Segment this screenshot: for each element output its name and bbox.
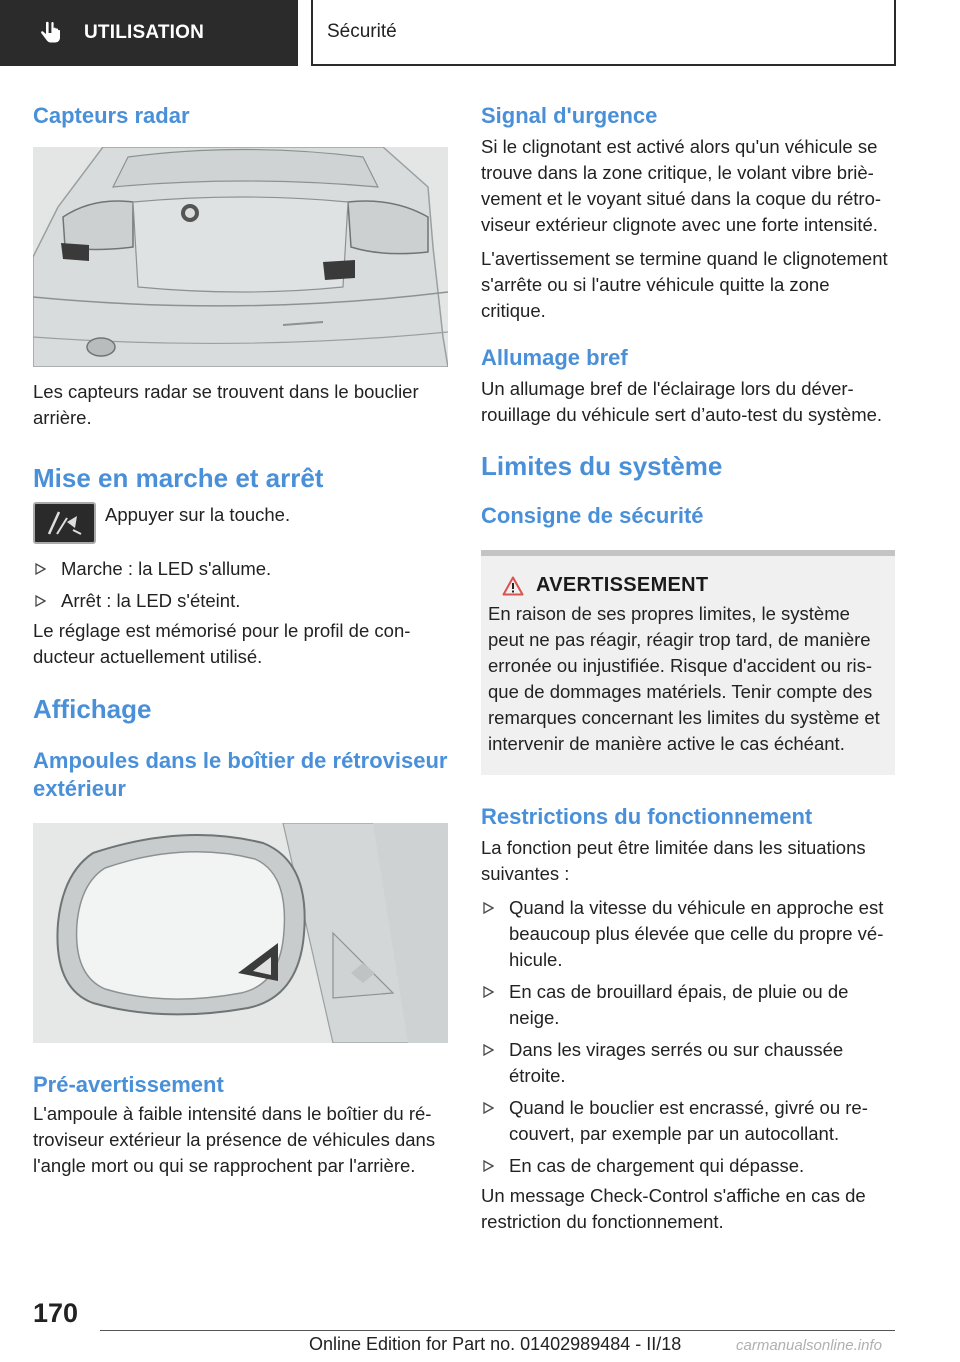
list-item: Quand le bouclier est encrassé, givré ou recouvert, par exemple par un autocollant. xyxy=(481,1095,895,1147)
heading-consigne: Consigne de sécurité xyxy=(481,503,704,528)
text-pre-avertissement: L'ampoule à faible intensité dans le boîtier du rétroviseur extérieur la présence de véhicules dans l'angle mort ou qui se rapprochent par l'arrière. xyxy=(33,1103,436,1176)
text-signal-2: L'avertissement se termine quand le clignotement s'arrête ou si l'autre véhicule quitte la zone critique. xyxy=(481,248,888,321)
heading-affichage: Affichage xyxy=(33,694,152,724)
watermark: carmanualsonline.info xyxy=(736,1337,882,1354)
footer-divider xyxy=(100,1330,895,1331)
list-item: Quand la vitesse du véhicule en approche est beaucoup plus élevée que celle du propre véhicule. xyxy=(481,895,895,973)
triangle-bullet-icon xyxy=(482,1102,494,1114)
section-title: UTILISATION xyxy=(84,22,205,43)
text-signal-1: Si le clignotant est activé alors qu'un véhicule se trouve dans la zone critique, le volant vibre brièvement et le voyant situé dans la coque du rétroviseur extérieur clignote avec une forte intensité. xyxy=(481,136,882,235)
text-allumage: Un allumage bref de l'éclairage lors du déverrouillage du véhicule sert d’auto-test du système. xyxy=(481,378,883,425)
triangle-bullet-icon xyxy=(34,563,46,575)
heading-capteurs-radar: Capteurs radar xyxy=(33,103,190,128)
text-appuyer: Appuyer sur la touche. xyxy=(105,504,291,525)
mirror-image xyxy=(33,823,448,1043)
triangle-bullet-icon xyxy=(482,902,494,914)
heading-limites: Limites du système xyxy=(481,451,723,481)
triangle-bullet-icon xyxy=(482,986,494,998)
button-row xyxy=(33,502,448,544)
blind-spot-icon xyxy=(45,508,85,538)
car-rear-image xyxy=(33,147,448,367)
triangle-bullet-icon xyxy=(482,1160,494,1172)
footer-edition: Online Edition for Part no. 01402989484 - II/18 xyxy=(309,1334,682,1354)
text-message: Un message Check-Control s'affiche en cas de restriction du fonctionnement. xyxy=(481,1185,866,1232)
triangle-bullet-icon xyxy=(482,1044,494,1056)
topic-tab xyxy=(311,0,896,66)
heading-signal-urgence: Signal d'urgence xyxy=(481,103,658,128)
heading-mise-en-marche: Mise en marche et arrêt xyxy=(33,463,324,493)
left-column xyxy=(33,96,448,1179)
page-header xyxy=(0,0,960,66)
list-item: Dans les virages serrés ou sur chaussée étroite. xyxy=(481,1037,895,1089)
list-item: Arrêt : la LED s'éteint. xyxy=(33,588,448,614)
warning-title: AVERTISSEMENT xyxy=(536,574,709,596)
blind-spot-button-image xyxy=(33,502,96,544)
section-tab xyxy=(0,0,298,66)
warning-header xyxy=(488,574,888,597)
list-item: En cas de chargement qui dépasse. xyxy=(481,1153,895,1179)
heading-allumage-bref: Allumage bref xyxy=(481,345,628,370)
heading-restrictions: Restrictions du fonctionnement xyxy=(481,804,813,829)
page-number: 170 xyxy=(33,1298,79,1328)
list-item: Marche : la LED s'allume. xyxy=(33,556,448,582)
right-column xyxy=(481,96,895,1235)
text-restrictions: La fonction peut être limitée dans les situations suivantes : xyxy=(481,837,866,884)
heading-pre-avertissement: Pré-avertissement xyxy=(33,1072,224,1097)
hand-pointer-icon xyxy=(38,20,64,46)
warning-triangle-icon xyxy=(502,576,524,596)
text-reglage: Le réglage est mémorisé pour le profil de conducteur actuellement utilisé. xyxy=(33,620,411,667)
list-restrictions xyxy=(481,895,895,1179)
text-capteurs: Les capteurs radar se trouvent dans le bouclier arrière. xyxy=(33,381,419,428)
topic-title: Sécurité xyxy=(327,21,397,42)
list-item: En cas de brouillard épais, de pluie ou de neige. xyxy=(481,979,895,1031)
warning-text: En raison de ses propres limites, le système peut ne pas réagir, réagir trop tard, de manière erronée ou injustifiée. Risque d'accident ou risque de dommages matériels. Tenir compte des remarques concernant les limites du système et intervenir de manière active le cas échéant. xyxy=(488,603,880,754)
warning-box xyxy=(481,550,895,775)
list-marche-arret xyxy=(33,556,448,614)
heading-ampoules: Ampoules dans le boîtier de rétroviseur extérieur xyxy=(33,748,448,801)
triangle-bullet-icon xyxy=(34,595,46,607)
